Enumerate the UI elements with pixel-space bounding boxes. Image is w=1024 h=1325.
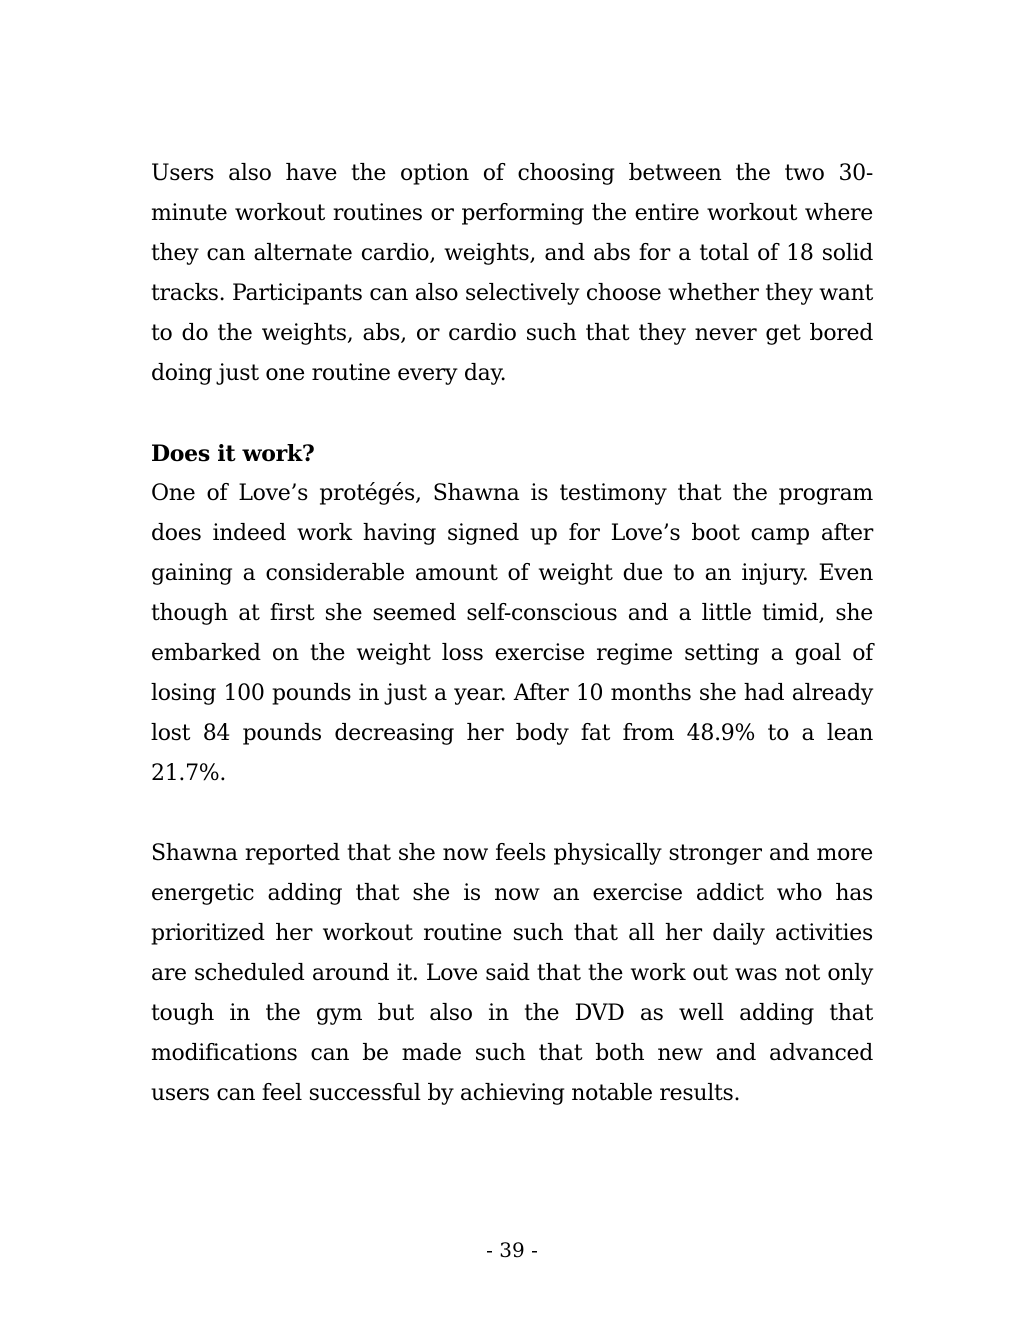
page-body: [151, 154, 873, 1114]
page-number: - 39 -: [486, 1238, 538, 1262]
paragraph-report: Shawna reported that she now feels physically stronger and more energetic adding that she is now an exercise addict who has prioritized her workout routine such that all her daily activities are scheduled around it. Love said that the work out was not only tough in the gym but also in the DVD as well adding that modifications can be made such that both new and advanced users can feel successful by achieving notable results.: [151, 841, 873, 1106]
paragraph-gap: [151, 794, 873, 834]
section-heading: Does it work?: [151, 441, 315, 467]
paragraph-intro: Users also have the option of choosing between the two 30-minute workout routines or performing the entire workout where they can alternate cardio, weights, and abs for a total of 18 solid tracks. Participants can also selectively choose whether they want to do the weights, abs, or cardio such that they never get bored doing just one routine every day.: [151, 161, 873, 386]
paragraph-testimony: One of Love’s protégés, Shawna is testimony that the program does indeed work having signed up for Love’s boot camp after gaining a considerable amount of weight due to an injury. Even though at first she seemed self-conscious and a little timid, she embarked on the weight loss exercise regime setting a goal of losing 100 pounds in just a year. After 10 months she had already lost 84 pounds decreasing her body fat from 48.9% to a lean 21.7%.: [151, 481, 873, 786]
paragraph-gap: [151, 394, 873, 434]
